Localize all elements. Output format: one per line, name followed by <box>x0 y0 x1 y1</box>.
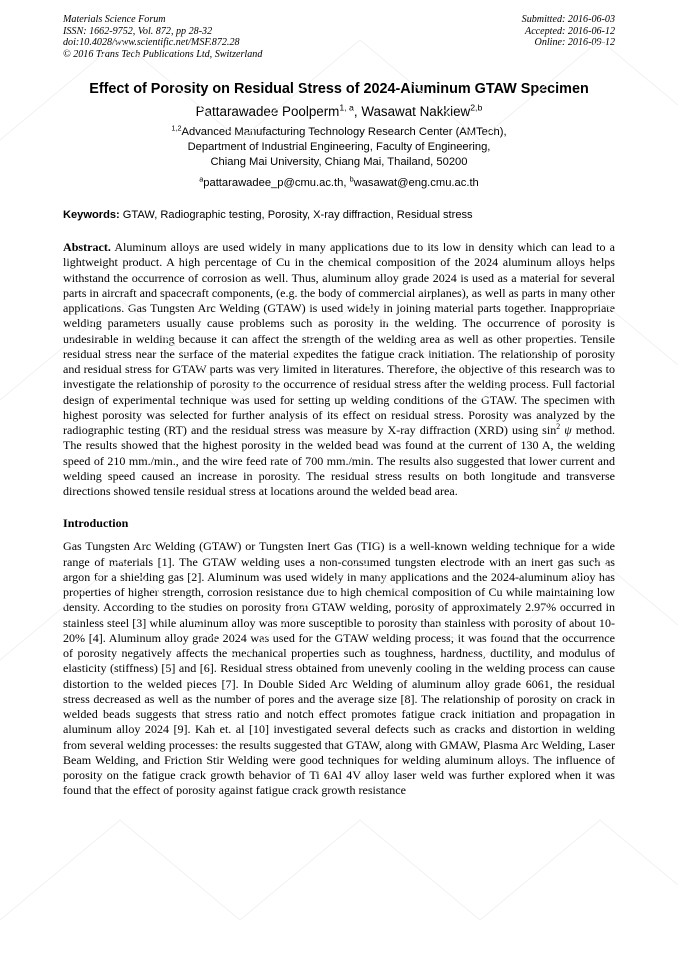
email-mark-a: a <box>199 174 204 184</box>
affiliation <box>63 125 615 169</box>
author-separator: , <box>353 104 362 120</box>
introduction-heading: Introduction <box>63 516 129 531</box>
abstract-label: Abstract. <box>63 240 111 255</box>
publication-dates <box>522 14 615 60</box>
introduction-text: Gas Tungsten Arc Welding (GTAW) or Tungsten Inert Gas (TIG) is a well-known welding technique for a wide range of materials [1]. The GTAW welding uses a non-consumed tungsten electrode with an inert gas such as argon for a shielding gas [2]. Aluminum was used widely in many applications and the 2024-aluminum alloy has properties of higher strength, corrosion resistance due to high chemical composition of Cu while maintaining low density. According to the studies on porosity from GTAW welding, porosity of approximately 2.97% occurred in stainless steel [3] while aluminum alloy was more susceptible to porosity than stainless with porosity of about 10-20% [4]. Aluminum alloy grade 2024 was used for the GTAW welding process; it was found that the occurrence of porosity negatively affects the mechanical properties such as toughness, hardness, ductility, and modulus of elasticity (stiffness) [5] and [6]. Residual stress obtained from unevenly cooling in the welding process can cause distortion to the welded pieces [7]. In Double Sided Arc Welding of aluminum alloy grade 6061, the residual stress decreased as well as the number of pores and the average size [8]. The relationship of porosity on crack in welded beads suggests that stress ratio and notch effect promotes fatigue crack initiation and propagation in aluminum alloy 2024 [9]. Kah et. al [10] investigated several defects such as cracks and distortion in welding from several welding processes: the results suggested that GTAW, along with GMAW, Plasma Arc Welding, Laser Beam Welding, and Friction Stir Welding were good techniques for welding aluminum alloys. The influence of porosity on the fatigue crack growth behavior of Ti 6Al 4V alloy laser weld was further explored when it was found that the effect of porosity against fatigue crack growth resistance <box>63 539 615 798</box>
author-1: Pattarawadee Poolperm <box>195 104 340 120</box>
author-2: Wasawat Nakkiew <box>361 104 471 120</box>
keywords <box>63 208 615 222</box>
author-1-affiliation-mark: 1, a <box>339 102 354 113</box>
abstract-text-part-1: Aluminum alloys are used widely in many applications due to its low in density which can lead to a lightweight product. A high percentage of Cu in the chemical composition of the 2024 aluminum alloys helps withstand the occurrence of corrosion as well. Thus, aluminum alloy grade 2024 is used as a material for several parts in aircraft and spacecraft components, (e.g. the body of commercial airplanes), as well as parts in many other applications. Gas Tungsten Arc Welding (GTAW) is used widely in joining material parts together. Inappropriate welding parameters usually cause problems such as porosity in the welding. The occurrence of porosity is undesirable in welding because it can affect the strength of the welding area as well as other properties. Tensile residual stress near the surface of the material expedites the fatigue crack initiation. The relationship of porosity and residual stress for GTAW parts was very limited in literatures. Therefore, the objective of this research was to investigate the relationship of porosity to the occurrence of residual stress after the welding process. Full factorial design of experimental technique was used for setting up welding conditions of the GTAW. The specimen with highest porosity was selected for further analysis of its effect on residual stress. Porosity was analyzed by the radiographic testing (RT) and the residual stress was measure by X-ray diffraction (XRD) using sin <box>63 240 615 438</box>
keywords-text: GTAW, Radiographic testing, Porosity, X-ray diffraction, Residual stress <box>119 209 473 222</box>
abstract <box>63 240 615 499</box>
article-metadata <box>63 14 615 60</box>
publication-info <box>63 14 262 60</box>
author-2-affiliation-mark: 2,b <box>470 102 483 113</box>
email-author-2[interactable]: wasawat@eng.cmu.ac.th <box>353 177 479 190</box>
doi-link[interactable]: doi:10.4028/www.scientific.net/MSF.872.28 <box>63 37 240 49</box>
affiliation-line-2: Department of Industrial Engineering, Faculty of Engineering, <box>187 140 491 153</box>
affiliation-line-3: Chiang Mai University, Chiang Mai, Thailand, 50200 <box>210 155 468 168</box>
accepted-date: Accepted: 2016-06-12 <box>525 25 615 37</box>
issn-volume: ISSN: 1662-9752, Vol. 872, pp 28-32 <box>63 25 213 37</box>
email-author-1[interactable]: pattarawadee_p@cmu.ac.th <box>203 177 344 190</box>
keywords-label: Keywords: <box>63 209 120 222</box>
submitted-date: Submitted: 2016-06-03 <box>521 14 615 25</box>
paper-title: Effect of Porosity on Residual Stress of 2024-Aluminum GTAW Specimen <box>89 81 589 98</box>
email-separator: , <box>343 177 350 190</box>
journal-name: Materials Science Forum <box>63 14 166 25</box>
abstract-psi-symbol: ψ <box>560 423 572 438</box>
copyright-notice: © 2016 Trans Tech Publications Ltd, Switzerland <box>63 48 263 60</box>
online-date: Online: 2016-09-12 <box>534 37 615 49</box>
abstract-text-part-2: method. The results showed that the highest porosity in the welded bead was found at the current of 130 A, the welding speed of 210 mm./min., and the wire feed rate of 700 mm./min. The results also suggested that lower current and welding speed caused an increase in porosity. The residual stress results on both longitude and transverse directions showed tensile residual stress at locations around the welded bead area. <box>63 423 615 499</box>
affiliation-mark: 1,2 <box>171 123 182 133</box>
affiliation-line-1: Advanced Manufacturing Technology Research Center (AMTech), <box>181 126 507 139</box>
author-list <box>63 103 615 121</box>
email-mark-b: b <box>349 174 354 184</box>
author-emails <box>63 176 615 190</box>
abstract-sin-exponent: 2 <box>556 422 561 432</box>
